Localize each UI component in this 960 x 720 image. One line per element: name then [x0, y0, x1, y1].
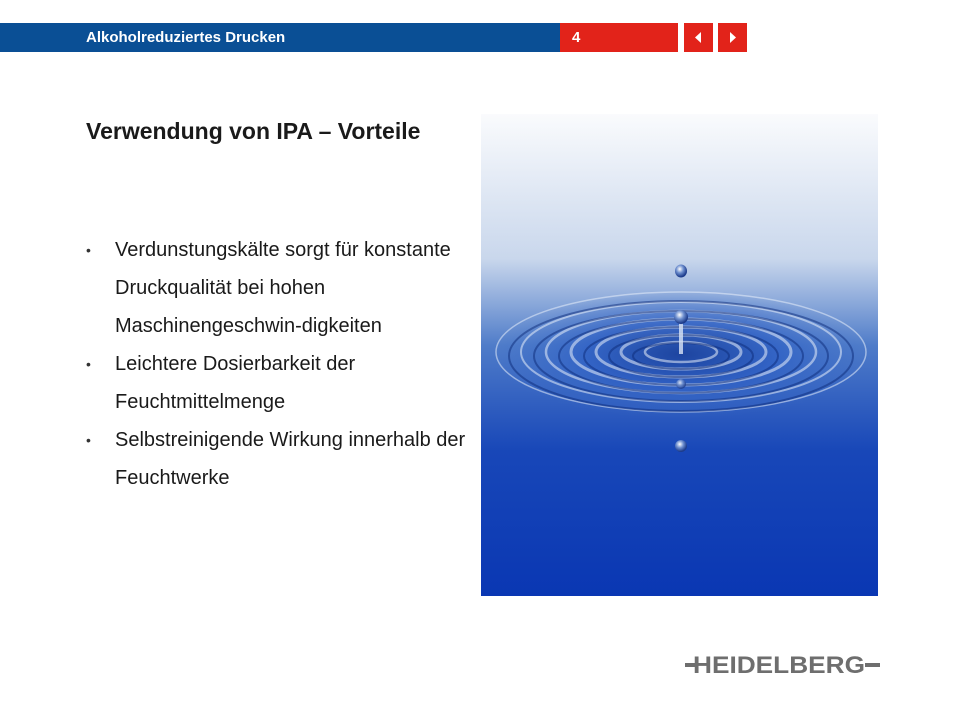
- bullet-dot-icon: •: [86, 356, 91, 372]
- triangle-left-icon: [684, 23, 713, 52]
- bullet-dot-icon: •: [86, 242, 91, 258]
- previous-slide-button[interactable]: [684, 23, 713, 52]
- logo-text: HEIDELBERG: [693, 652, 865, 679]
- page-number-box: [560, 23, 678, 52]
- bullet-text: Leichtere Dosierbarkeit der Feuchtmittelmenge: [115, 353, 356, 413]
- bullet-item: [86, 345, 466, 421]
- page-number: 4: [572, 29, 581, 46]
- header-bar: [0, 23, 560, 52]
- water-drop-photo: [481, 114, 878, 596]
- bullet-text: Selbstreinigende Wirkung innerhalb der Feuchtwerke: [115, 429, 466, 489]
- next-slide-button[interactable]: [718, 23, 747, 52]
- bullet-list: [86, 231, 466, 497]
- bullet-item: [86, 421, 466, 497]
- triangle-right-icon: [718, 23, 747, 52]
- bullet-dot-icon: •: [86, 432, 91, 448]
- presentation-title: Alkoholreduziertes Drucken: [86, 29, 286, 46]
- slide-title: Verwendung von IPA – Vorteile: [86, 118, 421, 144]
- bullet-item: [86, 231, 466, 345]
- bullet-text: Verdunstungskälte sorgt für konstante Druckqualität bei hohen Maschinengeschwin-digkeiten: [115, 239, 451, 337]
- heidelberg-logo: [685, 651, 880, 679]
